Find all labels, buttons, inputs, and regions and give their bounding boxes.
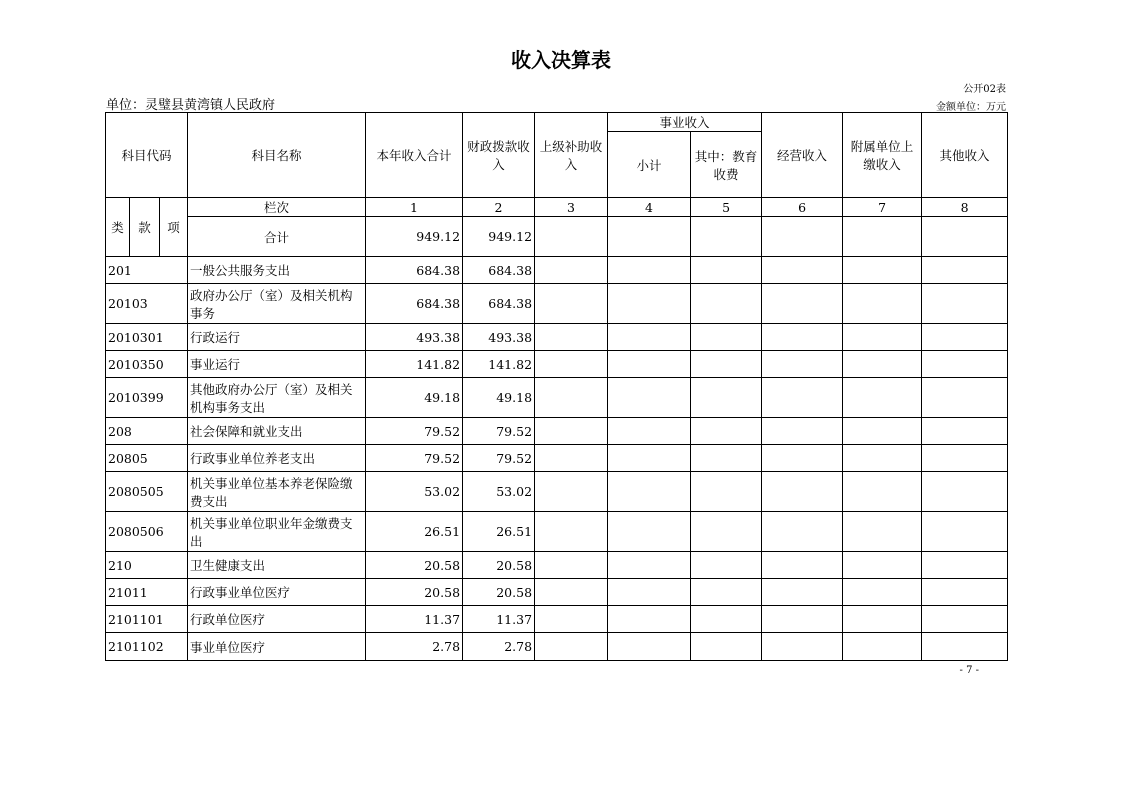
row-fiscal: 79.52	[463, 418, 535, 445]
empty-cell	[922, 378, 1008, 418]
empty-cell	[691, 633, 762, 661]
table-row	[106, 284, 1008, 324]
empty-cell	[691, 378, 762, 418]
empty-cell	[608, 633, 691, 661]
empty-cell	[535, 606, 608, 633]
empty-cell	[922, 445, 1008, 472]
header-affiliated: 附属单位上缴收入	[843, 113, 922, 198]
empty-cell	[691, 579, 762, 606]
total-row-label: 合计	[188, 217, 366, 257]
empty-cell	[691, 418, 762, 445]
empty-cell	[762, 284, 843, 324]
table-header	[106, 113, 1008, 257]
empty-cell	[691, 324, 762, 351]
header-lei: 类	[106, 198, 130, 257]
header-column-index: 栏次	[188, 198, 366, 217]
empty-cell	[535, 418, 608, 445]
empty-cell	[691, 512, 762, 552]
table-row	[106, 633, 1008, 661]
table-body	[106, 257, 1008, 661]
header-total: 本年收入合计	[366, 113, 463, 198]
empty-cell	[843, 351, 922, 378]
row-code: 2080506	[106, 512, 188, 552]
empty-cell	[608, 257, 691, 284]
empty-cell	[762, 633, 843, 661]
header-superior: 上级补助收入	[535, 113, 608, 198]
empty-cell	[608, 579, 691, 606]
empty-cell	[762, 378, 843, 418]
empty-cell	[922, 579, 1008, 606]
empty-cell	[843, 512, 922, 552]
row-fiscal: 2.78	[463, 633, 535, 661]
row-total: 49.18	[366, 378, 463, 418]
row-name: 社会保障和就业支出	[188, 418, 366, 445]
row-fiscal: 49.18	[463, 378, 535, 418]
row-code: 2010350	[106, 351, 188, 378]
empty-cell	[535, 324, 608, 351]
row-code: 20805	[106, 445, 188, 472]
row-fiscal: 20.58	[463, 579, 535, 606]
empty-cell	[535, 552, 608, 579]
empty-cell	[843, 579, 922, 606]
row-name: 机关事业单位基本养老保险缴费支出	[188, 472, 366, 512]
col-number: 4	[608, 198, 691, 217]
row-code: 210	[106, 552, 188, 579]
row-fiscal: 493.38	[463, 324, 535, 351]
table-row	[106, 579, 1008, 606]
col-number: 3	[535, 198, 608, 217]
empty-cell	[922, 351, 1008, 378]
row-code: 20103	[106, 284, 188, 324]
empty-cell	[535, 378, 608, 418]
table-row	[106, 324, 1008, 351]
empty-cell	[922, 606, 1008, 633]
empty-cell	[535, 512, 608, 552]
row-total: 20.58	[366, 552, 463, 579]
row-name: 政府办公厅（室）及相关机构事务	[188, 284, 366, 324]
empty-cell	[843, 472, 922, 512]
unit-label: 单位：灵璧县黄湾镇人民政府	[106, 98, 276, 113]
col-number: 1	[366, 198, 463, 217]
empty-cell	[843, 257, 922, 284]
header-xiang: 项	[160, 198, 188, 257]
table-row	[106, 257, 1008, 284]
empty-cell	[608, 284, 691, 324]
row-fiscal: 26.51	[463, 512, 535, 552]
page-title: 收入决算表	[511, 48, 611, 72]
empty-cell	[843, 552, 922, 579]
col-number: 6	[762, 198, 843, 217]
row-code: 21011	[106, 579, 188, 606]
row-fiscal: 53.02	[463, 472, 535, 512]
table-row	[106, 512, 1008, 552]
empty-cell	[608, 324, 691, 351]
header-other: 其他收入	[922, 113, 1008, 198]
row-code: 2080505	[106, 472, 188, 512]
header-operating: 经营收入	[762, 113, 843, 198]
empty-cell	[762, 606, 843, 633]
empty-cell	[922, 633, 1008, 661]
row-fiscal: 141.82	[463, 351, 535, 378]
amount-unit-label: 金额单位：万元	[936, 102, 1006, 113]
row-fiscal: 79.52	[463, 445, 535, 472]
row-name: 事业运行	[188, 351, 366, 378]
empty-cell	[922, 552, 1008, 579]
row-total: 684.38	[366, 284, 463, 324]
empty-cell	[535, 284, 608, 324]
empty-cell	[608, 472, 691, 512]
empty-cell	[762, 257, 843, 284]
empty-cell	[608, 378, 691, 418]
row-fiscal: 11.37	[463, 606, 535, 633]
empty-cell	[922, 512, 1008, 552]
header-kuan: 款	[130, 198, 160, 257]
header-subtotal: 小计	[608, 132, 691, 198]
row-total: 684.38	[366, 257, 463, 284]
row-fiscal: 684.38	[463, 284, 535, 324]
header-education: 其中：教育收费	[691, 132, 762, 198]
empty-cell	[691, 445, 762, 472]
row-name: 事业单位医疗	[188, 633, 366, 661]
table-row	[106, 378, 1008, 418]
empty-cell	[762, 418, 843, 445]
row-total: 20.58	[366, 579, 463, 606]
empty-cell	[762, 552, 843, 579]
col-number: 7	[843, 198, 922, 217]
empty-cell	[843, 445, 922, 472]
empty-cell	[762, 512, 843, 552]
empty-cell	[691, 552, 762, 579]
row-fiscal: 20.58	[463, 552, 535, 579]
row-total: 2.78	[366, 633, 463, 661]
empty-cell	[691, 606, 762, 633]
row-total: 493.38	[366, 324, 463, 351]
header-fiscal: 财政拨款收入	[463, 113, 535, 198]
empty-cell	[762, 324, 843, 351]
table-row	[106, 418, 1008, 445]
empty-cell	[535, 633, 608, 661]
header-code: 科目代码	[106, 113, 188, 198]
empty-cell	[535, 351, 608, 378]
empty-cell	[608, 606, 691, 633]
row-name: 一般公共服务支出	[188, 257, 366, 284]
empty-cell	[922, 284, 1008, 324]
empty-cell	[608, 512, 691, 552]
empty-cell	[608, 445, 691, 472]
row-name: 行政运行	[188, 324, 366, 351]
row-total: 79.52	[366, 445, 463, 472]
empty-cell	[608, 552, 691, 579]
empty-cell	[843, 378, 922, 418]
col-number: 5	[691, 198, 762, 217]
empty-cell	[762, 351, 843, 378]
row-name: 卫生健康支出	[188, 552, 366, 579]
empty-cell	[922, 418, 1008, 445]
empty-cell	[843, 606, 922, 633]
income-table	[105, 112, 1008, 661]
row-code: 2010399	[106, 378, 188, 418]
row-total: 141.82	[366, 351, 463, 378]
empty-cell	[843, 633, 922, 661]
table-row	[106, 552, 1008, 579]
empty-cell	[535, 257, 608, 284]
header-name: 科目名称	[188, 113, 366, 198]
row-total: 11.37	[366, 606, 463, 633]
page-number: - 7 -	[959, 665, 979, 676]
row-code: 2010301	[106, 324, 188, 351]
empty-cell	[762, 579, 843, 606]
header-business: 事业收入	[608, 113, 762, 132]
empty-cell	[843, 284, 922, 324]
row-name: 行政事业单位养老支出	[188, 445, 366, 472]
empty-cell	[608, 351, 691, 378]
empty-cell	[535, 579, 608, 606]
empty-cell	[535, 472, 608, 512]
table-row	[106, 351, 1008, 378]
table-row	[106, 606, 1008, 633]
empty-cell	[691, 257, 762, 284]
total-row-total: 949.12	[366, 217, 463, 257]
empty-cell	[762, 472, 843, 512]
row-name: 其他政府办公厅（室）及相关机构事务支出	[188, 378, 366, 418]
empty-cell	[922, 324, 1008, 351]
row-total: 26.51	[366, 512, 463, 552]
empty-cell	[535, 445, 608, 472]
row-name: 行政事业单位医疗	[188, 579, 366, 606]
empty-cell	[762, 445, 843, 472]
row-code: 2101101	[106, 606, 188, 633]
col-number: 8	[922, 198, 1008, 217]
empty-cell	[608, 418, 691, 445]
row-total: 53.02	[366, 472, 463, 512]
row-name: 机关事业单位职业年金缴费支出	[188, 512, 366, 552]
empty-cell	[843, 324, 922, 351]
row-name: 行政单位医疗	[188, 606, 366, 633]
row-total: 79.52	[366, 418, 463, 445]
empty-cell	[691, 472, 762, 512]
empty-cell	[922, 472, 1008, 512]
row-code: 201	[106, 257, 188, 284]
table-row	[106, 445, 1008, 472]
table-row	[106, 472, 1008, 512]
row-code: 2101102	[106, 633, 188, 661]
empty-cell	[691, 351, 762, 378]
empty-cell	[691, 284, 762, 324]
col-number: 2	[463, 198, 535, 217]
total-row-fiscal: 949.12	[463, 217, 535, 257]
form-number: 公开02表	[963, 84, 1006, 95]
row-fiscal: 684.38	[463, 257, 535, 284]
empty-cell	[922, 257, 1008, 284]
row-code: 208	[106, 418, 188, 445]
empty-cell	[843, 418, 922, 445]
